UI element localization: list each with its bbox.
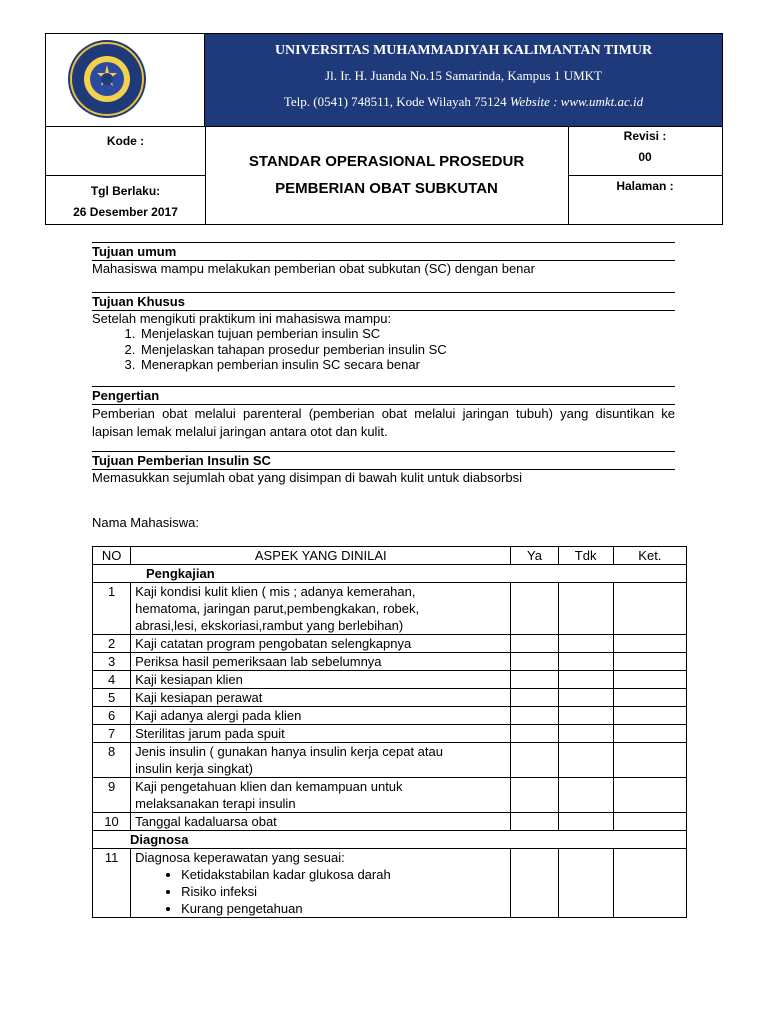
row-aspect (131, 743, 511, 778)
row-number: 7 (93, 725, 131, 743)
document-title-line1: STANDAR OPERASIONAL PROSEDUR (248, 153, 525, 170)
tgl-berlaku-label: Tgl Berlaku: (90, 184, 161, 198)
revisi-value: 00 (638, 150, 652, 164)
table-row (93, 653, 687, 671)
section-intro: Setelah mengikuti praktikum ini mahasiswa mampu: (92, 310, 392, 326)
tdk-cell[interactable] (558, 689, 613, 707)
list-item: • Ketidakstabilan kadar glukosa darah (181, 866, 506, 883)
telp-text: Telp. (0541) 748511, Kode Wilayah 75124 (283, 94, 510, 109)
tdk-cell[interactable] (558, 813, 613, 831)
ya-cell[interactable] (511, 707, 558, 725)
tdk-cell[interactable] (558, 635, 613, 653)
tdk-cell[interactable] (558, 778, 613, 813)
university-banner (205, 34, 722, 126)
row-aspect (131, 849, 511, 918)
col-header-ket: Ket. (613, 547, 686, 565)
table-row (93, 635, 687, 653)
aspect-line: Tanggal kadaluarsa obat (135, 814, 277, 829)
ya-cell[interactable] (511, 583, 558, 635)
tdk-cell[interactable] (558, 725, 613, 743)
list-item: • Kurang pengetahuan (181, 900, 506, 917)
kode-label: Kode : (106, 134, 145, 148)
table-header-row (93, 547, 687, 565)
university-address: Jl. Ir. H. Juanda No.15 Samarinda, Kampus 1 UMKT (325, 68, 602, 83)
ket-cell[interactable] (613, 689, 686, 707)
website-text: Website : www.umkt.ac.id (509, 94, 644, 109)
ket-cell[interactable] (613, 849, 686, 918)
row-number: 8 (93, 743, 131, 778)
col-header-aspek: ASPEK YANG DINILAI (131, 547, 511, 565)
tujuan-khusus-section (92, 292, 675, 373)
row-number: 9 (93, 778, 131, 813)
col-header-tdk: Tdk (558, 547, 613, 565)
ya-cell[interactable] (511, 689, 558, 707)
aspect-line: Diagnosa keperawatan yang sesuai: (135, 850, 345, 865)
revisi-label: Revisi : (623, 129, 667, 143)
section-text: Pemberian obat melalui parenteral (pemberian obat melalui jaringan tubuh) yang disuntikan ke lapisan lemak melalui jaringan antara otot dan kulit. (92, 405, 675, 439)
sop-header (45, 33, 723, 225)
col-header-no: NO (93, 547, 131, 565)
tdk-cell[interactable] (558, 671, 613, 689)
group-row-diagnosa (93, 831, 687, 849)
row-aspect (131, 725, 511, 743)
row-aspect (131, 689, 511, 707)
list-item: 3. Menerapkan pemberian insulin SC secara benar (139, 357, 675, 373)
aspect-line: abrasi,lesi, ekskoriasi,rambut yang berlebihan) (135, 618, 404, 633)
document-title-line2: PEMBERIAN OBAT SUBKUTAN (275, 180, 498, 197)
tdk-cell[interactable] (558, 849, 613, 918)
list-item: 1. Menjelaskan tujuan pemberian insulin SC (139, 326, 675, 342)
section-heading: Tujuan umum (92, 242, 675, 261)
row-number: 10 (93, 813, 131, 831)
aspect-line: Kaji pengetahuan klien dan kemampuan untuk (135, 779, 403, 794)
tdk-cell[interactable] (558, 653, 613, 671)
pengertian-section (92, 386, 675, 441)
list-item: • Risiko infeksi (181, 883, 506, 900)
ket-cell[interactable] (613, 743, 686, 778)
ya-cell[interactable] (511, 635, 558, 653)
section-heading: Pengertian (92, 386, 675, 405)
table-row (93, 849, 687, 918)
tujuan-pemberian-section (92, 451, 675, 485)
aspect-line: melaksanakan terapi insulin (135, 796, 296, 811)
section-text: Memasukkan sejumlah obat yang disimpan di bawah kulit untuk diabsorbsi (92, 469, 522, 485)
aspect-line: Kaji catatan program pengobatan selengkapnya (135, 636, 412, 651)
row-aspect (131, 671, 511, 689)
aspect-line: hematoma, jaringan parut,pembengkakan, robek, (135, 601, 420, 616)
table-row (93, 689, 687, 707)
ya-cell[interactable] (511, 849, 558, 918)
aspect-line: Sterilitas jarum pada spuit (135, 726, 285, 741)
ket-cell[interactable] (613, 778, 686, 813)
col-header-ya: Ya (511, 547, 558, 565)
aspect-line: Jenis insulin ( gunakan hanya insulin kerja cepat atau (135, 744, 443, 759)
ket-cell[interactable] (613, 725, 686, 743)
table-row (93, 813, 687, 831)
ket-cell[interactable] (613, 671, 686, 689)
ket-cell[interactable] (613, 653, 686, 671)
university-logo-icon (61, 39, 153, 119)
ya-cell[interactable] (511, 725, 558, 743)
aspect-line: Kaji adanya alergi pada klien (135, 708, 302, 723)
table-row (93, 743, 687, 778)
section-text: Mahasiswa mampu melakukan pemberian obat subkutan (SC) dengan benar (92, 260, 535, 276)
row-number: 5 (93, 689, 131, 707)
row-number: 11 (93, 849, 131, 918)
row-aspect (131, 813, 511, 831)
table-row (93, 725, 687, 743)
ket-cell[interactable] (613, 707, 686, 725)
row-aspect (131, 635, 511, 653)
logo-cell (46, 34, 205, 126)
aspect-line: Periksa hasil pemeriksaan lab sebelumnya (135, 654, 382, 669)
list-item: 2. Menjelaskan tahapan prosedur pemberian insulin SC (139, 342, 675, 358)
group-label: Diagnosa (93, 831, 687, 849)
section-heading: Tujuan Khusus (92, 292, 675, 311)
nama-mahasiswa-label: Nama Mahasiswa: (92, 515, 199, 530)
section-heading: Tujuan Pemberian Insulin SC (92, 451, 675, 470)
group-label: Pengkajian (93, 565, 687, 583)
tgl-berlaku-value: 26 Desember 2017 (73, 205, 178, 219)
row-aspect (131, 778, 511, 813)
tujuan-umum-section (92, 242, 675, 276)
row-aspect (131, 653, 511, 671)
ya-cell[interactable] (511, 653, 558, 671)
ket-cell[interactable] (613, 583, 686, 635)
row-number: 1 (93, 583, 131, 635)
aspect-line: insulin kerja singkat) (135, 761, 253, 776)
aspect-line: Kaji kesiapan perawat (135, 690, 263, 705)
ket-cell[interactable] (613, 813, 686, 831)
table-row (93, 671, 687, 689)
table-row (93, 778, 687, 813)
ya-cell[interactable] (511, 778, 558, 813)
group-row-pengkajian (93, 565, 687, 583)
aspect-line: Kaji kondisi kulit klien ( mis ; adanya kemerahan, (135, 584, 416, 599)
table-row (93, 583, 687, 635)
table-row (93, 707, 687, 725)
halaman-label: Halaman : (616, 179, 674, 193)
aspect-line: Kaji kesiapan klien (135, 672, 243, 687)
row-number: 3 (93, 653, 131, 671)
university-name: UNIVERSITAS MUHAMMADIYAH KALIMANTAN TIMUR (274, 43, 653, 58)
objectives-list (92, 326, 675, 373)
ya-cell[interactable] (511, 813, 558, 831)
tdk-cell[interactable] (558, 583, 613, 635)
row-aspect (131, 583, 511, 635)
ya-cell[interactable] (511, 743, 558, 778)
ket-cell[interactable] (613, 635, 686, 653)
ya-cell[interactable] (511, 671, 558, 689)
university-contact (205, 94, 722, 110)
assessment-checklist-table (92, 546, 687, 918)
row-number: 4 (93, 671, 131, 689)
tdk-cell[interactable] (558, 707, 613, 725)
tdk-cell[interactable] (558, 743, 613, 778)
row-number: 6 (93, 707, 131, 725)
diagnosis-list (135, 866, 506, 917)
row-number: 2 (93, 635, 131, 653)
row-aspect (131, 707, 511, 725)
